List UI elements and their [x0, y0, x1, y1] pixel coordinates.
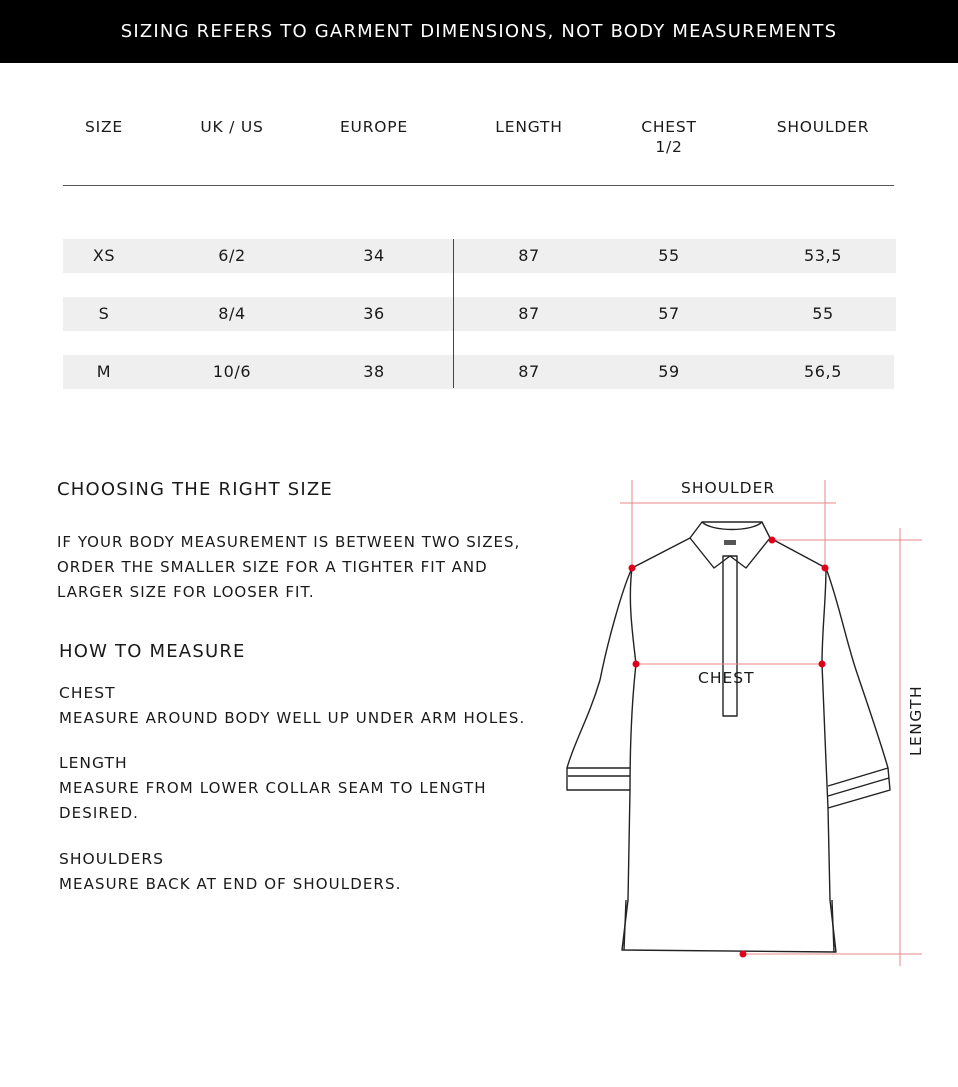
table-row — [63, 355, 894, 389]
cell-europe: 38 — [363, 362, 385, 381]
desc-chest: MEASURE AROUND BODY WELL UP UNDER ARM HOLES. — [59, 709, 526, 727]
desc-shoulders: MEASURE BACK AT END OF SHOULDERS. — [59, 875, 402, 893]
term-shoulders: SHOULDERS — [59, 850, 165, 868]
choosing-text: IF YOUR BODY MEASUREMENT IS BETWEEN TWO SIZES, ORDER THE SMALLER SIZE FOR A TIGHTER FIT AND LARGER SIZE FOR LOOSER FIT. — [57, 533, 521, 601]
shoulder-label: SHOULDER — [681, 479, 776, 497]
chest-label: CHEST — [698, 669, 755, 687]
cell-chest: 55 — [658, 246, 680, 265]
cell-uk-us: 8/4 — [218, 304, 246, 323]
header-shoulder: SHOULDER — [776, 118, 870, 136]
cell-shoulder: 56,5 — [803, 362, 843, 381]
table-row — [63, 297, 896, 331]
cell-chest: 57 — [658, 304, 680, 323]
header-europe: EUROPE — [339, 118, 409, 136]
table-row — [63, 239, 896, 273]
cell-chest: 59 — [658, 362, 680, 381]
cell-size: S — [98, 304, 110, 323]
term-chest: CHEST — [59, 684, 116, 702]
column-divider — [453, 239, 454, 388]
cell-shoulder: 53,5 — [803, 246, 843, 265]
header-divider — [63, 185, 894, 186]
cell-length: 87 — [518, 246, 540, 265]
cell-length: 87 — [518, 304, 540, 323]
term-length: LENGTH — [59, 754, 128, 772]
shirt-outline-icon — [560, 470, 958, 980]
cell-uk-us: 10/6 — [212, 362, 252, 381]
cell-size: XS — [92, 246, 116, 265]
cell-shoulder: 55 — [812, 304, 834, 323]
measure-title: HOW TO MEASURE — [59, 641, 246, 662]
header-length: LENGTH — [495, 118, 563, 136]
cell-length: 87 — [518, 362, 540, 381]
choosing-title: CHOOSING THE RIGHT SIZE — [57, 479, 333, 500]
label-tag — [724, 540, 736, 545]
cell-europe: 36 — [363, 304, 385, 323]
header-chest: CHEST 1/2 — [641, 118, 697, 156]
header-uk-us: UK / US — [200, 118, 264, 136]
length-label: LENGTH — [907, 684, 925, 756]
desc-length: MEASURE FROM LOWER COLLAR SEAM TO LENGTH DESIRED. — [59, 779, 487, 822]
cell-size: M — [96, 362, 112, 381]
cell-uk-us: 6/2 — [218, 246, 246, 265]
sizing-banner: SIZING REFERS TO GARMENT DIMENSIONS, NOT BODY MEASUREMENTS — [0, 0, 958, 63]
header-size: SIZE — [84, 118, 124, 136]
cell-europe: 34 — [363, 246, 385, 265]
